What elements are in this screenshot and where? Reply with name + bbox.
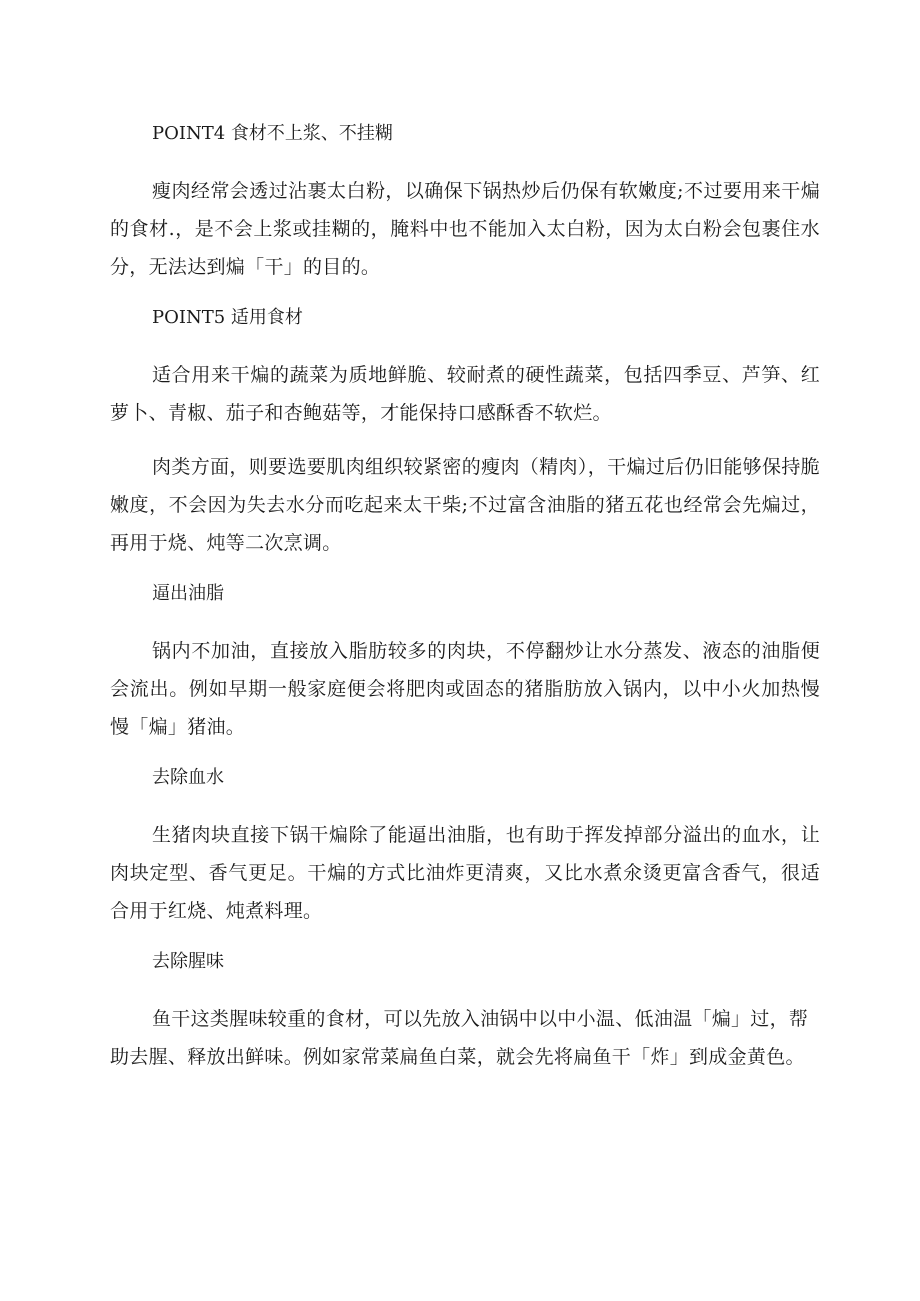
section-render-fat (110, 578, 820, 746)
paragraph: 鱼干这类腥味较重的食材，可以先放入油锅中以中小温、低油温「煸」过，帮助去腥、释放出鲜味。例如家常菜扁鱼白菜，就会先将扁鱼干「炸」到成金黄色。 (110, 1008, 809, 1068)
section-heading: 去除腥味 (152, 951, 224, 972)
section-remove-odor (110, 946, 820, 1076)
paragraph: 瘦肉经常会透过沾裹太白粉，以确保下锅热炒后仍保有软嫩度;不过要用来干煸的食材.，是不会上浆或挂糊的，腌料中也不能加入太白粉，因为太白粉会包裹住水分，无法达到煸「干」的目的。 (110, 180, 820, 278)
section-point4 (110, 118, 820, 286)
section-heading: 去除血水 (152, 767, 224, 788)
section-point5 (110, 302, 820, 562)
section-remove-blood (110, 762, 820, 930)
section-heading: POINT4 食材不上浆、不挂糊 (152, 123, 393, 144)
paragraph: 锅内不加油，直接放入脂肪较多的肉块，不停翻炒让水分蒸发、液态的油脂便会流出。例如早期一般家庭便会将肥肉或固态的猪脂肪放入锅内，以中小火加热慢慢「煸」猪油。 (110, 640, 820, 738)
paragraph: 生猪肉块直接下锅干煸除了能逼出油脂，也有助于挥发掉部分溢出的血水，让肉块定型、香气更足。干煸的方式比油炸更清爽，又比水煮氽烫更富含香气，很适合用于红烧、炖煮料理。 (110, 824, 820, 922)
paragraph: 适合用来干煸的蔬菜为质地鲜脆、较耐煮的硬性蔬菜，包括四季豆、芦笋、红萝卜、青椒、茄子和杏鲍菇等，才能保持口感酥香不软烂。 (110, 364, 820, 424)
paragraph: 肉类方面，则要选要肌肉组织较紧密的瘦肉（精肉），干煸过后仍旧能够保持脆嫩度，不会因为失去水分而吃起来太干柴;不过富含油脂的猪五花也经常会先煸过，再用于烧、炖等二次烹调。 (110, 456, 820, 554)
section-heading: POINT5 适用食材 (152, 307, 303, 328)
section-heading: 逼出油脂 (152, 583, 224, 604)
